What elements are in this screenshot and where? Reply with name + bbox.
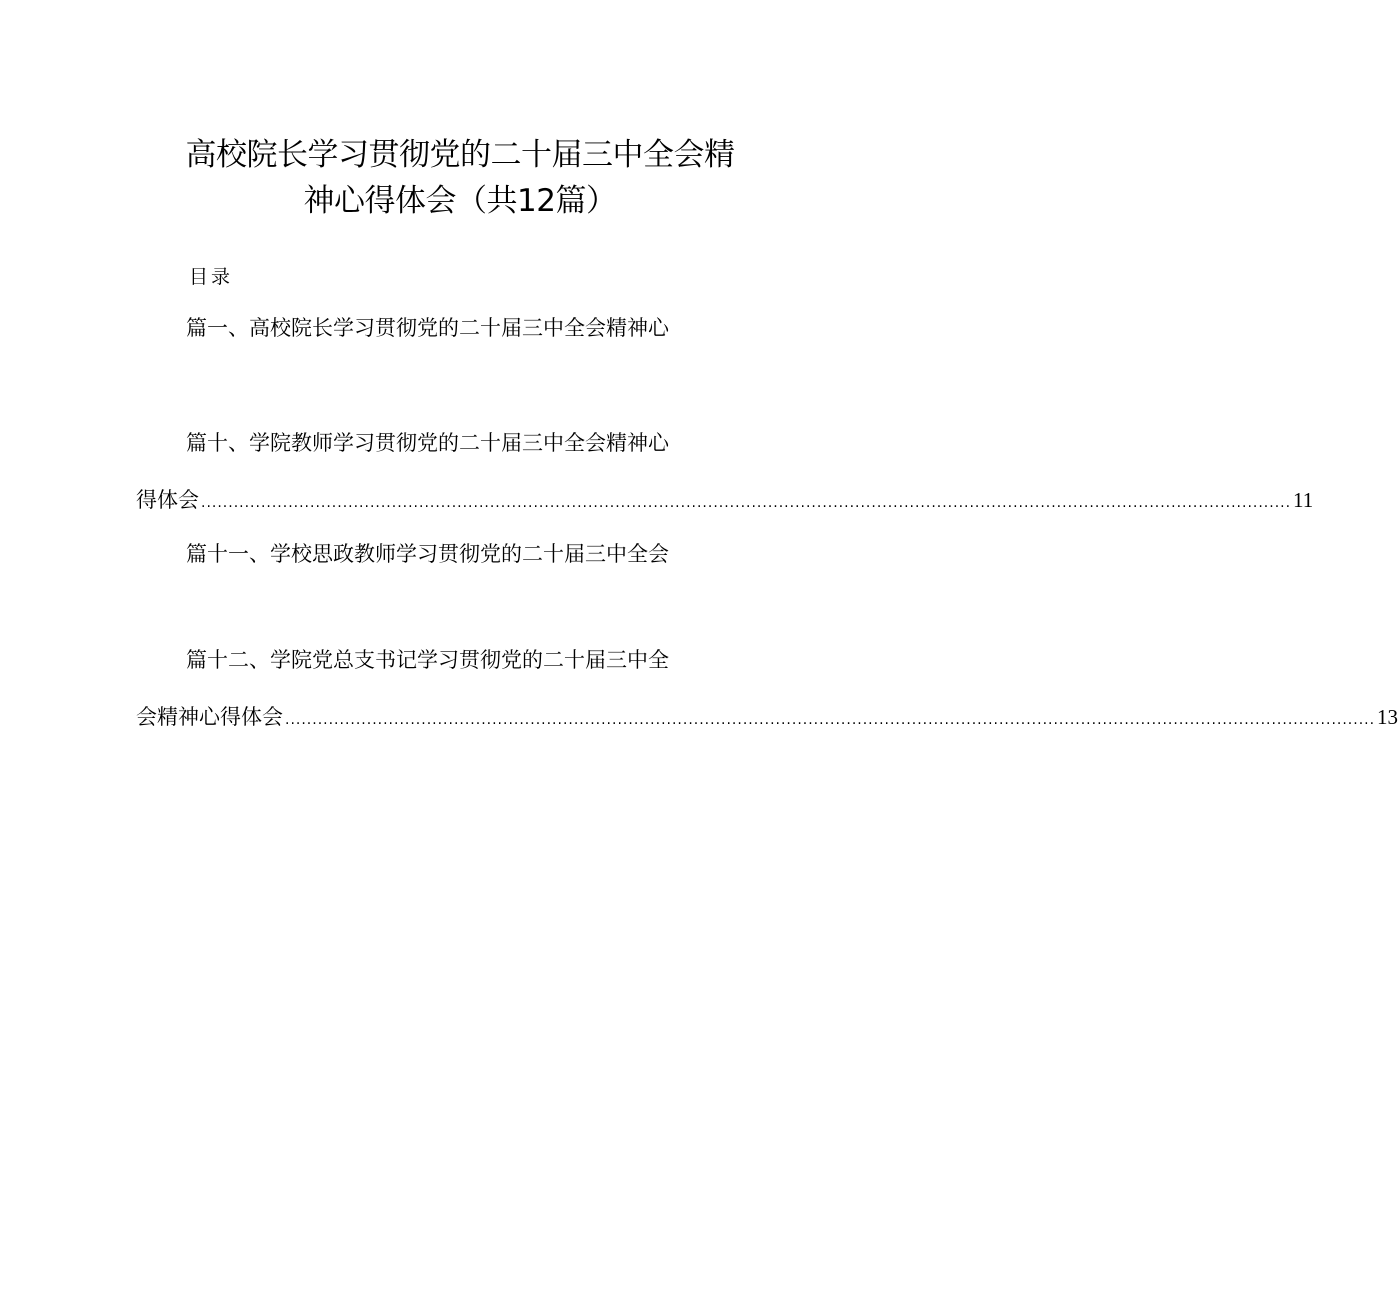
toc-entry-12-page-number: 13	[1377, 705, 1398, 729]
toc-entry-10-title: 篇十、学院教师学习贯彻党的二十届三中全会精神心	[186, 431, 669, 455]
toc-entry-10-dot-leader: ........................................................................................................................................................................................................	[201, 495, 1292, 511]
document-title-line-1: 高校院长学习贯彻党的二十届三中全会精	[185, 137, 735, 173]
toc-entry-10-leader-line	[136, 488, 1314, 512]
toc-entry-11-title: 篇十一、学校思政教师学习贯彻党的二十届三中全会	[186, 542, 669, 566]
toc-entry-12-title: 篇十二、学院党总支书记学习贯彻党的二十届三中全	[186, 648, 669, 672]
toc-entry-10-title-continued: 得体会	[136, 488, 199, 512]
toc-entry-1-title: 篇一、高校院长学习贯彻党的二十届三中全会精神心	[186, 316, 669, 340]
toc-entry-12-leader-line	[136, 705, 1398, 729]
toc-entry-12-dot-leader: ........................................................................................................................................................................................................	[285, 712, 1376, 728]
toc-entry-12-title-continued: 会精神心得体会	[136, 705, 283, 729]
toc-heading: 目录	[189, 266, 234, 288]
toc-entry-10-page-number: 11	[1293, 488, 1314, 512]
document-title-line-2: 神心得体会（共12篇）	[303, 183, 617, 219]
